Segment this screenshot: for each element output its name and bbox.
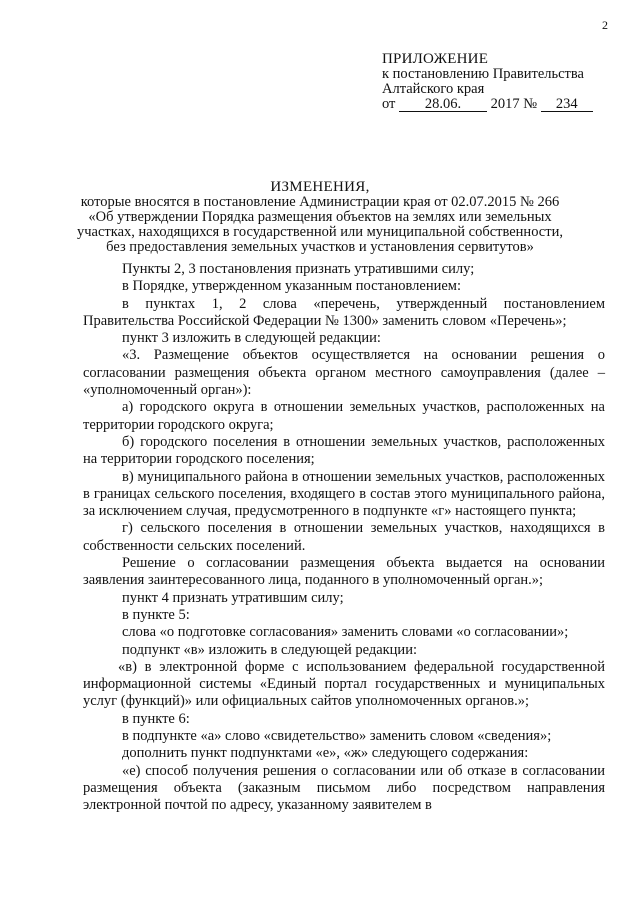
paragraph: в пункте 6: xyxy=(122,710,190,727)
heading-line-4: без предоставления земельных участков и установления сервитутов» xyxy=(106,239,534,255)
paragraph: в пункте 5: xyxy=(122,606,190,623)
document-heading xyxy=(0,180,640,255)
paragraph: пункт 3 изложить в следующей редакции: xyxy=(122,330,381,347)
heading-title: ИЗМЕНЕНИЯ, xyxy=(270,179,370,195)
appendix-year-label: 2017 № xyxy=(490,96,538,112)
appendix-date-line xyxy=(382,97,622,112)
paragraph: в подпункте «а» слово «свидетельство» заменить словом «сведения»; xyxy=(122,728,552,745)
paragraph: слова «о подготовке согласования» заменить словами «о согласовании»; xyxy=(122,624,569,641)
paragraph: в) муниципального района в отношении земельных участков, расположенных в границах сельского поселения, входящего в состав этого муниципального района, за исключением случая, предусмотренного в подпункте «г» настоящего пункта; xyxy=(83,468,605,520)
heading-line-1: которые вносятся в постановление Администрации края от 02.07.2015 № 266 xyxy=(80,194,560,210)
appendix-block xyxy=(382,52,622,112)
paragraph: дополнить пункт подпунктами «е», «ж» следующего содержания: xyxy=(122,745,529,762)
heading-line-2: «Об утверждении Порядка размещения объектов на землях или земельных xyxy=(88,209,552,225)
appendix-line-1: к постановлению Правительства xyxy=(382,66,584,82)
page-number: 2 xyxy=(602,18,608,32)
appendix-date-prefix: от xyxy=(382,96,396,112)
paragraph: Решение о согласовании размещения объекта выдается на основании заявления заинтересованного лица, поданного в уполномоченный орган.»; xyxy=(83,555,605,589)
appendix-title: ПРИЛОЖЕНИЕ xyxy=(382,51,489,67)
paragraph: подпункт «в» изложить в следующей редакции: xyxy=(122,641,417,658)
appendix-number: 234 xyxy=(541,98,593,112)
paragraph: пункт 4 признать утратившим силу; xyxy=(122,589,344,606)
paragraph: б) городского поселения в отношении земельных участков, расположенных на территории городского поселения; xyxy=(83,433,605,468)
paragraph: г) сельского поселения в отношении земельных участков, находящихся в собственности сельских поселений. xyxy=(83,520,605,554)
paragraph: «3. Размещение объектов осуществляется на основании решения о согласовании размещения объекта органом местного самоуправления (далее – «уполномоченный орган»): xyxy=(83,347,605,399)
paragraph: Пункты 2, 3 постановления признать утратившими силу; xyxy=(122,261,475,277)
appendix-date: 28.06. xyxy=(399,98,487,112)
paragraph: в Порядке, утвержденном указанным постановлением: xyxy=(122,278,462,295)
paragraph: «е) способ получения решения о согласовании или об отказе в согласовании размещения объекта (заказным письмом либо посредством направления электронной почтой по адресу, указанному заявителем в xyxy=(83,762,605,814)
paragraph: в пунктах 1, 2 слова «перечень, утвержденный постановлением Правительства Российской Федерации № 1300» заменить словом «Перечень»; xyxy=(83,295,605,329)
paragraph: «в) в электронной форме с использованием федеральной государственной информационной системы «Единый портал государственных и муниципальных услуг (функций)» или официальных сайтов уполномоченных органов.»; xyxy=(83,658,605,710)
document-body xyxy=(83,261,605,815)
paragraph: а) городского округа в отношении земельных участков, расположенных на территории городского округа; xyxy=(83,399,605,433)
appendix-line-2: Алтайского края xyxy=(382,81,485,97)
heading-line-3: участках, находящихся в государственной или муниципальной собственности, xyxy=(77,224,563,240)
